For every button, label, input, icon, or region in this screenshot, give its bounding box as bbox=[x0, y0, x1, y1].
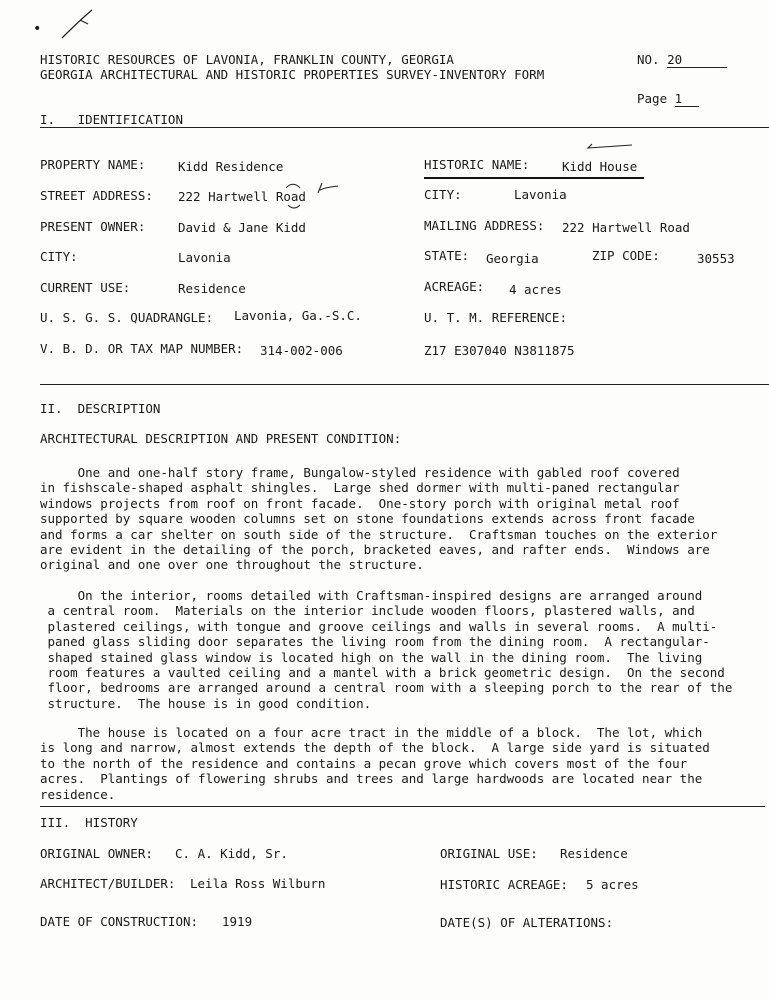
tax-map-number-value: 314-002-006 bbox=[260, 343, 343, 358]
city2-label: CITY: bbox=[424, 187, 462, 202]
zip-code-value: 30553 bbox=[697, 251, 735, 266]
date-of-construction-label: DATE OF CONSTRUCTION: bbox=[40, 914, 199, 929]
description-paragraph-2: On the interior, rooms detailed with Craftsman-inspired designs are arranged around a central room. Materials on the interior include wooden floors, plastered walls, and plastered ceilings, with tongue and groove ceilings and walls in several rooms. A multi- paned glass sliding door separates the living room from the dining room. A rectangular- shaped stained glass window is located high on the wall in the dining room. The living room features a vaulted ceiling and a mantel with a brick geometric design. On the second floor, bedrooms are arranged around a central room with a sleeping porch to the rear of the structure. The house is in good condition. bbox=[47, 588, 733, 711]
street-address-value: 222 Hartwell Road bbox=[178, 189, 306, 204]
description-paragraph-3: The house is located on a four acre tract in the middle of a block. The lot, which is long and narrow, almost extends the depth of the block. A large side yard is situated to the north of the residence and contains a pecan grove which covers most of the four acres. Plantings of flowering shrubs and trees and large hardwoods are located near the residence. bbox=[40, 725, 710, 802]
section-history-title: III. HISTORY bbox=[40, 815, 138, 830]
acreage-value: 4 acres bbox=[509, 282, 562, 297]
tax-map-number-label: V. B. D. OR TAX MAP NUMBER: bbox=[40, 341, 244, 356]
city-value: Lavonia bbox=[178, 250, 231, 265]
page-number bbox=[637, 92, 699, 107]
handwritten-slash-mark bbox=[58, 8, 98, 42]
handwritten-check-mark bbox=[586, 138, 636, 154]
handwritten-dot: • bbox=[33, 21, 42, 37]
city-label: CITY: bbox=[40, 249, 78, 264]
section-identification-rule bbox=[40, 127, 769, 128]
architect-builder-value: Leila Ross Wilburn bbox=[190, 876, 326, 891]
original-use-value: Residence bbox=[560, 846, 628, 861]
historic-name-value: Kidd House bbox=[562, 159, 638, 174]
usgs-quadrangle-label: U. S. G. S. QUADRANGLE: bbox=[40, 310, 214, 325]
form-title-line2: GEORGIA ARCHITECTURAL AND HISTORIC PROPERTIES SURVEY-INVENTORY FORM bbox=[40, 67, 545, 82]
section-divider-2 bbox=[40, 806, 765, 807]
original-owner-label: ORIGINAL OWNER: bbox=[40, 846, 153, 861]
date-of-construction-value: 1919 bbox=[222, 914, 253, 929]
form-number-label: NO. bbox=[637, 52, 660, 67]
present-owner-value: David & Jane Kidd bbox=[178, 220, 306, 235]
description-paragraph-1: One and one-half story frame, Bungalow-styled residence with gabled roof covered in fishscale-shaped asphalt shingles. Large shed dormer with multi-paned rectangular windows projects from roof on front facade. One-story porch with original metal roof supported by square wooden columns set on stone foundations extends across front facade and forms a car shelter on south side of the structure. Craftsman touches on the exterior are evident in the detailing of the porch, bracketed eaves, and rafter ends. Windows are original and one over one throughout the structure. bbox=[40, 465, 718, 573]
handwritten-correction-mark bbox=[282, 181, 342, 211]
original-use-label: ORIGINAL USE: bbox=[440, 846, 538, 861]
original-owner-value: C. A. Kidd, Sr. bbox=[175, 846, 288, 861]
mailing-address-label: MAILING ADDRESS: bbox=[424, 218, 545, 233]
historic-acreage-value: 5 acres bbox=[586, 877, 639, 892]
acreage-label: ACREAGE: bbox=[424, 279, 485, 294]
state-label: STATE: bbox=[424, 248, 470, 263]
form-title-line1: HISTORIC RESOURCES OF LAVONIA, FRANKLIN COUNTY, GEORGIA bbox=[40, 52, 454, 67]
street-address-label: STREET ADDRESS: bbox=[40, 188, 153, 203]
historic-name-label: HISTORIC NAME: bbox=[424, 157, 530, 172]
property-name-label: PROPERTY NAME: bbox=[40, 157, 146, 172]
state-value: Georgia bbox=[486, 251, 539, 266]
utm-reference-label: U. T. M. REFERENCE: bbox=[424, 310, 567, 325]
mailing-address-value: 222 Hartwell Road bbox=[562, 220, 690, 235]
page-number-value: 1 bbox=[675, 92, 699, 107]
section-divider-1 bbox=[40, 384, 769, 385]
current-use-value: Residence bbox=[178, 281, 246, 296]
description-subheading: ARCHITECTURAL DESCRIPTION AND PRESENT CONDITION: bbox=[40, 431, 402, 446]
page-number-label: Page bbox=[637, 91, 668, 106]
form-number-value: 20 bbox=[667, 53, 727, 68]
historic-name-underline bbox=[424, 177, 644, 179]
section-description-title: II. DESCRIPTION bbox=[40, 401, 161, 416]
property-name-value: Kidd Residence bbox=[178, 159, 284, 174]
architect-builder-label: ARCHITECT/BUILDER: bbox=[40, 876, 176, 891]
city2-value: Lavonia bbox=[514, 187, 567, 202]
utm-reference-value: Z17 E307040 N3811875 bbox=[424, 343, 575, 358]
usgs-quadrangle-value: Lavonia, Ga.-S.C. bbox=[234, 308, 362, 323]
section-identification-title: I. IDENTIFICATION bbox=[40, 112, 183, 127]
present-owner-label: PRESENT OWNER: bbox=[40, 219, 146, 234]
date-of-alterations-label: DATE(S) OF ALTERATIONS: bbox=[440, 915, 614, 930]
zip-code-label: ZIP CODE: bbox=[592, 248, 660, 263]
historic-acreage-label: HISTORIC ACREAGE: bbox=[440, 877, 568, 892]
form-number bbox=[637, 53, 727, 68]
current-use-label: CURRENT USE: bbox=[40, 280, 131, 295]
